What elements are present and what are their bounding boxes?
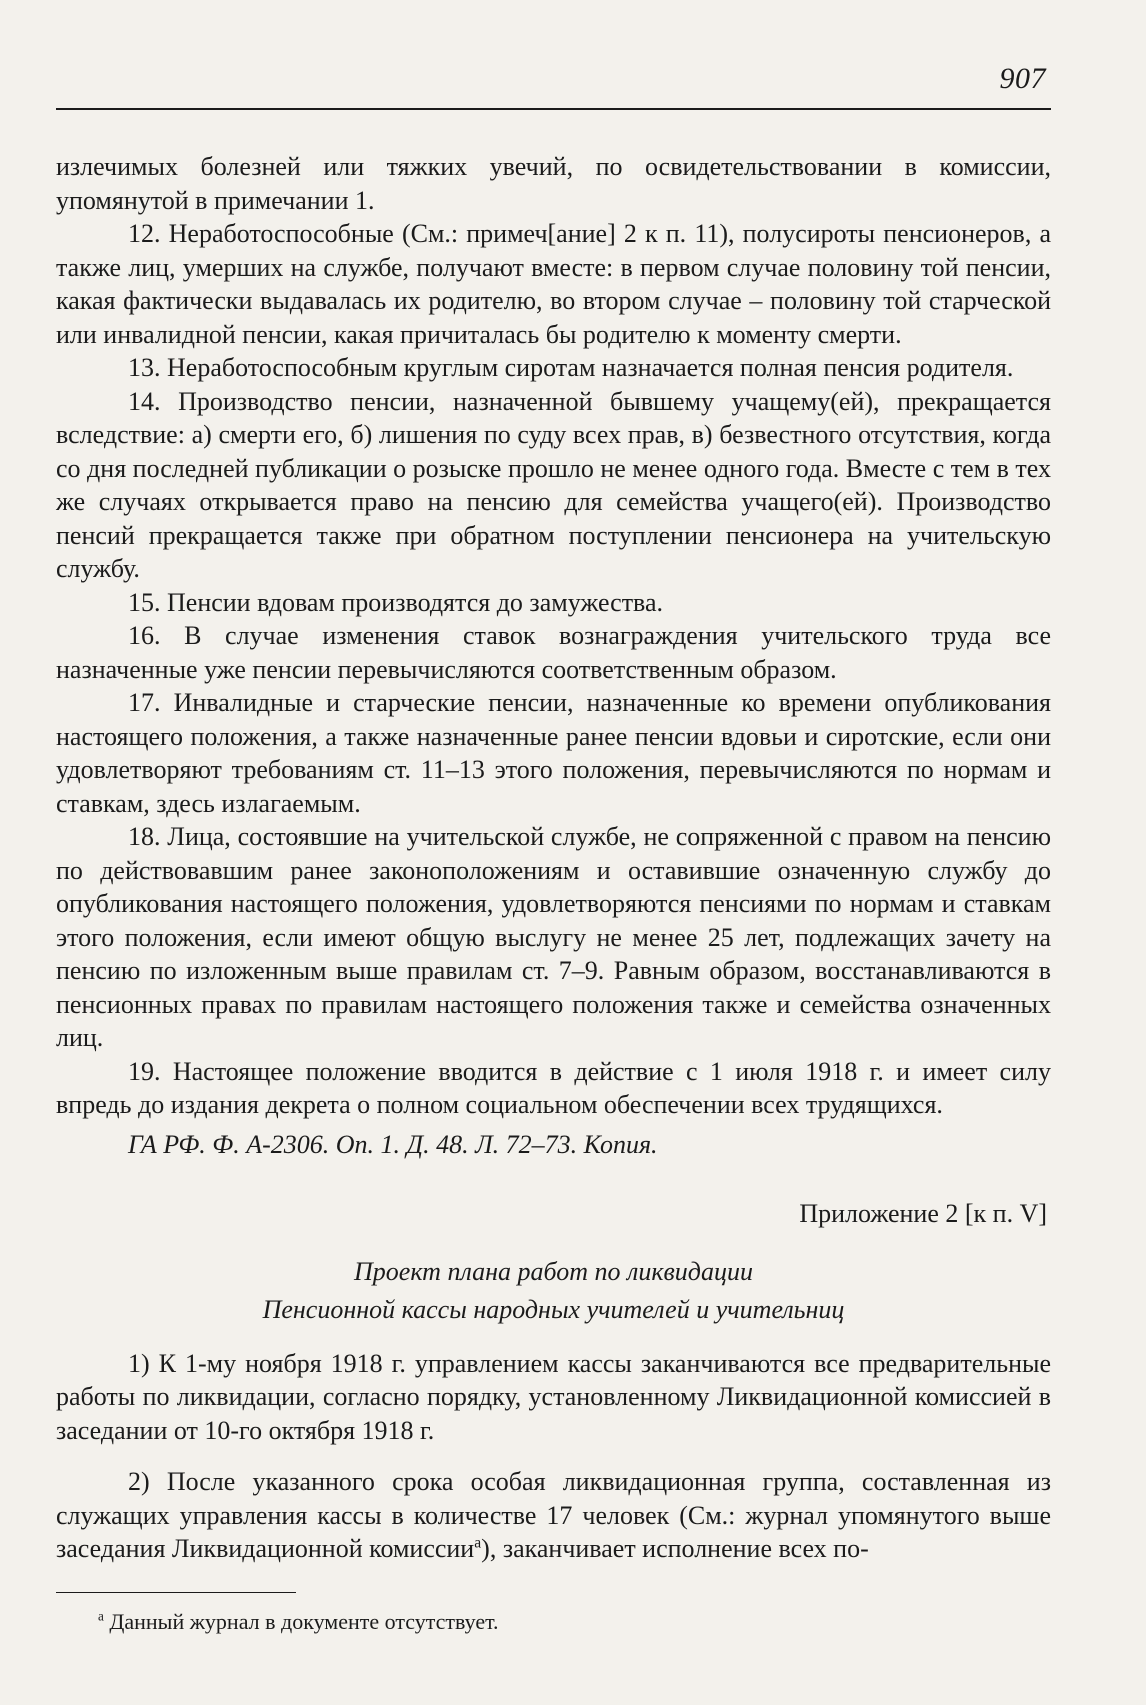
footnote-rule — [56, 1592, 296, 1593]
archival-source: ГА РФ. Ф. А-2306. Оп. 1. Д. 48. Л. 72–73. Копия. — [128, 1129, 658, 1159]
paragraph-14: 14. Производство пенсии, назначенной бывшему учащему(ей), прекращается вследствие: а) смерти его, б) лишения по суду всех прав, в) безвестного отсутствия, когда со дня последней публикации о розыске прошло не менее одного года. Вместе с тем в тех же случаях открывается право на пенсию для семейства учащего(ей). Производство пенсий прекращается также при обратном поступлении пенсионера на учительскую службу. — [56, 386, 1051, 583]
paragraph-16: 16. В случае изменения ставок вознаграждения учительского труда все назначенные уже пенсии перевычисляются соответственным образом. — [56, 621, 1051, 684]
page-number: 907 — [999, 62, 1046, 95]
appendix-title-line-1: Проект плана работ по ликвидации — [354, 1256, 753, 1286]
appendix-label: Приложение 2 [к п. V] — [799, 1199, 1047, 1228]
paragraph-19: 19. Настоящее положение вводится в действие с 1 июля 1918 г. и имеет силу впредь до издания декрета о полном социальном обеспечении всех трудящихся. — [56, 1056, 1051, 1119]
footnote-mark: а — [98, 1608, 104, 1624]
appendix-item-2-text: 2) После указанного срока особая ликвидационная группа, составленная из служащих управления кассы в количестве 17 человек (См.: журнал упомянутого выше заседания Ликвидационной комиссии — [56, 1467, 1051, 1563]
paragraph-13: 13. Неработоспособным круглым сиротам назначается полная пенсия родителя. — [128, 353, 1014, 382]
footnote-reference: а — [474, 1534, 482, 1552]
paragraph-17: 17. Инвалидные и старческие пенсии, назначенные ко времени опубликования настоящего положения, а также назначенные ранее пенсии вдовьи и сиротские, если они удовлетворяют требованиям ст. 11–13 этого положения, перевычисляются по нормам и ставкам, здесь излагаемым. — [56, 688, 1051, 818]
paragraph-18: 18. Лица, состоявшие на учительской службе, не сопряженной с правом на пенсию по действовавшим ранее законоположениям и оставившие означенную службу до опубликования настоящего положения, удовлетворяются пенсиями по нормам и ставкам этого положения, если имеют общую выслугу не менее 25 лет, подлежащих зачету на пенсию по изложенным выше правилам ст. 7–9. Равным образом, восстанавливаются в пенсионных правах по правилам настоящего положения также и семейства означенных лиц. — [56, 822, 1051, 1052]
appendix-item-1: 1) К 1-му ноября 1918 г. управлением кассы заканчиваются все предварительные работы по ликвидации, согласно порядку, установленному Ликвидационной комиссией в заседании от 10-го октября 1918 г. — [56, 1348, 1051, 1445]
footnote-text: Данный журнал в документе отсутствует. — [109, 1609, 499, 1634]
appendix-title-line-2: Пенсионной кассы народных учителей и учительниц — [262, 1294, 845, 1324]
header-rule — [56, 108, 1051, 110]
paragraph-15: 15. Пенсии вдовам производятся до замужества. — [128, 587, 664, 617]
appendix-item-2 — [56, 1465, 1051, 1566]
footnote — [98, 1608, 998, 1636]
appendix-item-2-tail: ), заканчивает исполнение всех по- — [481, 1534, 869, 1563]
paragraph-continuation: излечимых болезней или тяжких увечий, по освидетельствовании в комиссии, упомянутой в примечании 1. — [56, 152, 1051, 215]
paragraph-12: 12. Неработоспособные (См.: примеч[ание] 2 к п. 11), полусироты пенсионеров, а также лиц, умерших на службе, получают вместе: в первом случае половину той пенсии, какая фактически выдавалась их родителю, во втором случае – половину той старческой или инвалидной пенсии, какая причиталась бы родителю к моменту смерти. — [56, 219, 1051, 349]
body-text — [56, 150, 1051, 1566]
appendix-title — [56, 1253, 1051, 1329]
